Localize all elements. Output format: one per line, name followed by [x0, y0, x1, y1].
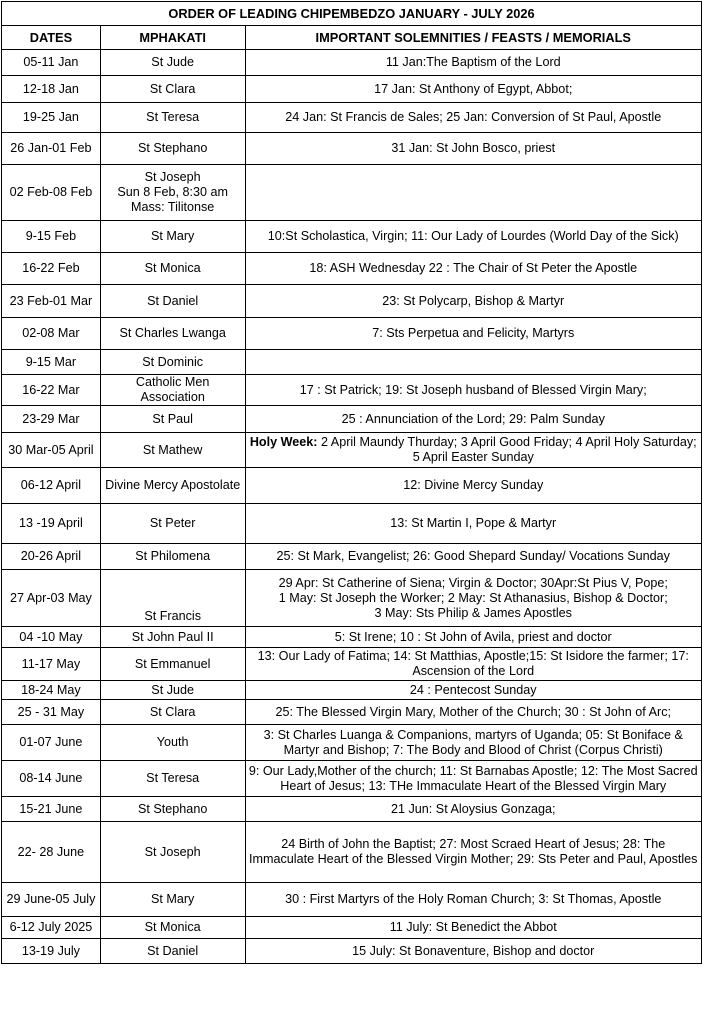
- row-feasts: 13: Our Lady of Fatima; 14: St Matthias, Apostle;15: St Isidore the farmer; 17: Ascension of the Lord: [245, 648, 702, 681]
- row-feasts: 31 Jan: St John Bosco, priest: [245, 133, 702, 165]
- table-row: [2, 797, 702, 822]
- row-mphakati: St Clara: [100, 700, 245, 725]
- row-dates: 08-14 June: [2, 761, 101, 797]
- table-row: [2, 761, 702, 797]
- table-row: [2, 133, 702, 165]
- row-feasts: 15 July: St Bonaventure, Bishop and doctor: [245, 939, 702, 964]
- row-mphakati: St Mary: [100, 221, 245, 253]
- row-dates: 01-07 June: [2, 725, 101, 761]
- table-row: [2, 700, 702, 725]
- row-feasts: 30 : First Martyrs of the Holy Roman Church; 3: St Thomas, Apostle: [245, 883, 702, 917]
- row-mphakati: Divine Mercy Apostolate: [100, 468, 245, 504]
- row-dates: 15-21 June: [2, 797, 101, 822]
- row-mphakati: Catholic Men Association: [100, 375, 245, 406]
- row-feasts: [245, 433, 702, 468]
- row-dates: 13 -19 April: [2, 504, 101, 544]
- row-dates: 02-08 Mar: [2, 318, 101, 350]
- row-feasts: 5: St Irene; 10 : St John of Avila, priest and doctor: [245, 627, 702, 648]
- row-feasts: 13: St Martin I, Pope & Martyr: [245, 504, 702, 544]
- table-row: [2, 350, 702, 375]
- table-row: [2, 917, 702, 939]
- row-feasts: 24 Jan: St Francis de Sales; 25 Jan: Conversion of St Paul, Apostle: [245, 103, 702, 133]
- row-feasts: 23: St Polycarp, Bishop & Martyr: [245, 285, 702, 318]
- row-mphakati: St Joseph: [100, 822, 245, 883]
- row-feasts: 11 July: St Benedict the Abbot: [245, 917, 702, 939]
- row-mphakati: St Teresa: [100, 103, 245, 133]
- row-dates: 27 Apr-03 May: [2, 570, 101, 627]
- row-feasts: 25 : Annunciation of the Lord; 29: Palm Sunday: [245, 406, 702, 433]
- row-mphakati: St Stephano: [100, 797, 245, 822]
- table-row: [2, 433, 702, 468]
- row-feasts: 3: St Charles Luanga & Companions, martyrs of Uganda; 05: St Boniface & Martyr and Bishop; 7: The Body and Blood of Christ (Corpus Christi): [245, 725, 702, 761]
- table-row: [2, 570, 702, 627]
- feasts-bold-prefix: Holy Week:: [249, 435, 318, 449]
- row-dates: 25 - 31 May: [2, 700, 101, 725]
- row-dates: 06-12 April: [2, 468, 101, 504]
- table-row: [2, 76, 702, 103]
- row-feasts: 21 Jun: St Aloysius Gonzaga;: [245, 797, 702, 822]
- table-row: [2, 681, 702, 700]
- table-row: [2, 883, 702, 917]
- row-mphakati: St Peter: [100, 504, 245, 544]
- table-row: [2, 221, 702, 253]
- table-row: [2, 165, 702, 221]
- row-feasts: 18: ASH Wednesday 22 : The Chair of St Peter the Apostle: [245, 253, 702, 285]
- row-mphakati: St Jude: [100, 50, 245, 76]
- row-mphakati: St Francis: [100, 570, 245, 627]
- row-dates: 02 Feb-08 Feb: [2, 165, 101, 221]
- table-row: [2, 375, 702, 406]
- table-row: [2, 648, 702, 681]
- row-mphakati: St Jude: [100, 681, 245, 700]
- table-row: [2, 627, 702, 648]
- row-dates: 18-24 May: [2, 681, 101, 700]
- row-mphakati: Youth: [100, 725, 245, 761]
- schedule-sheet: [1, 1, 702, 964]
- row-feasts: 25: St Mark, Evangelist; 26: Good Shepard Sunday/ Vocations Sunday: [245, 544, 702, 570]
- row-feasts: 11 Jan:The Baptism of the Lord: [245, 50, 702, 76]
- table-row: [2, 103, 702, 133]
- header-dates: DATES: [2, 26, 101, 50]
- row-dates: 04 -10 May: [2, 627, 101, 648]
- row-dates: 29 June-05 July: [2, 883, 101, 917]
- row-feasts: 10:St Scholastica, Virgin; 11: Our Lady of Lourdes (World Day of the Sick): [245, 221, 702, 253]
- row-feasts: 17 : St Patrick; 19: St Joseph husband of Blessed Virgin Mary;: [245, 375, 702, 406]
- row-feasts: [245, 350, 702, 375]
- row-feasts: 12: Divine Mercy Sunday: [245, 468, 702, 504]
- row-mphakati: St Paul: [100, 406, 245, 433]
- table-row: [2, 822, 702, 883]
- table-row: [2, 50, 702, 76]
- row-feasts: 25: The Blessed Virgin Mary, Mother of the Church; 30 : St John of Arc;: [245, 700, 702, 725]
- row-feasts: 29 Apr: St Catherine of Siena; Virgin & Doctor; 30Apr:St Pius V, Pope; 1 May: St Joseph the Worker; 2 May: St Athanasius, Bishop & Doctor; 3 May: Sts Philip & James Apostles: [245, 570, 702, 627]
- row-mphakati: St Mathew: [100, 433, 245, 468]
- row-dates: 23-29 Mar: [2, 406, 101, 433]
- row-dates: 11-17 May: [2, 648, 101, 681]
- table-row: [2, 406, 702, 433]
- row-mphakati: St Dominic: [100, 350, 245, 375]
- table-row: [2, 318, 702, 350]
- table-title: ORDER OF LEADING CHIPEMBEDZO JANUARY - JULY 2026: [2, 2, 702, 26]
- row-feasts: 24 : Pentecost Sunday: [245, 681, 702, 700]
- row-mphakati: St Joseph Sun 8 Feb, 8:30 am Mass: Tilitonse: [100, 165, 245, 221]
- row-mphakati: St Clara: [100, 76, 245, 103]
- row-dates: 05-11 Jan: [2, 50, 101, 76]
- table-row: [2, 725, 702, 761]
- row-dates: 19-25 Jan: [2, 103, 101, 133]
- row-mphakati: St Monica: [100, 917, 245, 939]
- table-row: [2, 285, 702, 318]
- row-feasts: [245, 165, 702, 221]
- row-dates: 20-26 April: [2, 544, 101, 570]
- row-dates: 9-15 Mar: [2, 350, 101, 375]
- header-feasts: IMPORTANT SOLEMNITIES / FEASTS / MEMORIALS: [245, 26, 702, 50]
- feasts-text: 2 April Maundy Thurday; 3 April Good Friday; 4 April Holy Saturday; 5 April Easter Sunday: [317, 435, 697, 464]
- row-feasts: 9: Our Lady,Mother of the church; 11: St Barnabas Apostle; 12: The Most Sacred Heart of Jesus; 13: THe Immaculate Heart of the Blessed Virgin Mary: [245, 761, 702, 797]
- row-mphakati: St John Paul II: [100, 627, 245, 648]
- row-feasts: 7: Sts Perpetua and Felicity, Martyrs: [245, 318, 702, 350]
- row-dates: 12-18 Jan: [2, 76, 101, 103]
- row-dates: 6-12 July 2025: [2, 917, 101, 939]
- row-dates: 16-22 Feb: [2, 253, 101, 285]
- header-row: [2, 26, 702, 50]
- row-mphakati: St Emmanuel: [100, 648, 245, 681]
- row-feasts: 17 Jan: St Anthony of Egypt, Abbot;: [245, 76, 702, 103]
- row-dates: 30 Mar-05 April: [2, 433, 101, 468]
- row-mphakati: St Philomena: [100, 544, 245, 570]
- row-mphakati: St Daniel: [100, 939, 245, 964]
- schedule-table: [1, 1, 702, 964]
- row-mphakati: St Stephano: [100, 133, 245, 165]
- row-mphakati: St Daniel: [100, 285, 245, 318]
- row-mphakati: St Monica: [100, 253, 245, 285]
- row-mphakati: St Charles Lwanga: [100, 318, 245, 350]
- table-row: [2, 544, 702, 570]
- row-dates: 13-19 July: [2, 939, 101, 964]
- table-row: [2, 468, 702, 504]
- row-feasts: 24 Birth of John the Baptist; 27: Most Scraed Heart of Jesus; 28: The Immaculate Heart of the Blessed Virgin Mother; 29: Sts Peter and Paul, Apostles: [245, 822, 702, 883]
- row-dates: 23 Feb-01 Mar: [2, 285, 101, 318]
- row-mphakati: St Mary: [100, 883, 245, 917]
- table-row: [2, 504, 702, 544]
- table-body: [2, 50, 702, 964]
- row-dates: 26 Jan-01 Feb: [2, 133, 101, 165]
- table-row: [2, 253, 702, 285]
- header-mphakati: MPHAKATI: [100, 26, 245, 50]
- row-mphakati: St Teresa: [100, 761, 245, 797]
- row-dates: 22- 28 June: [2, 822, 101, 883]
- row-dates: 9-15 Feb: [2, 221, 101, 253]
- row-dates: 16-22 Mar: [2, 375, 101, 406]
- table-row: [2, 939, 702, 964]
